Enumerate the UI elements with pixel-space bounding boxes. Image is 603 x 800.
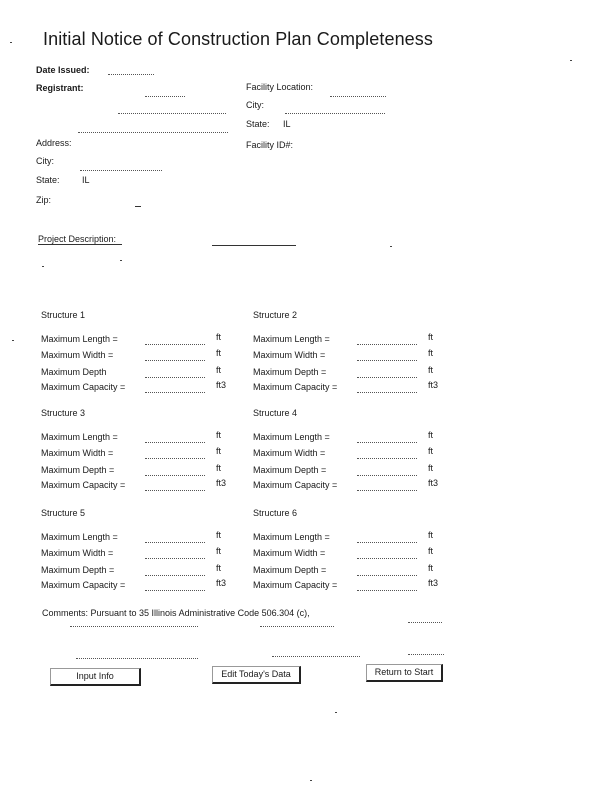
value-field[interactable] — [357, 575, 417, 576]
speck — [10, 42, 12, 43]
label-underline — [38, 244, 122, 245]
field-label: Maximum Capacity = — [41, 480, 126, 490]
field-label: Maximum Depth = — [41, 465, 115, 475]
field-label: Maximum Width = — [253, 548, 326, 558]
unit-label: ft — [428, 546, 434, 556]
value-field[interactable] — [145, 542, 205, 543]
value-field[interactable] — [357, 490, 417, 491]
field-label: Maximum Capacity = — [253, 480, 338, 490]
facility-city-label: City: — [246, 100, 264, 110]
field-label: Maximum Length = — [253, 334, 330, 344]
value-field[interactable] — [145, 490, 205, 491]
value-field[interactable] — [145, 392, 205, 393]
field-label: Maximum Capacity = — [41, 382, 126, 392]
field-label: Maximum Length = — [253, 432, 330, 442]
speck — [120, 260, 122, 261]
zip-field[interactable] — [135, 206, 141, 207]
comments-line[interactable] — [272, 656, 360, 657]
structure-title: Structure 5 — [41, 508, 86, 518]
field-label: Maximum Depth = — [253, 565, 327, 575]
unit-label: ft — [428, 530, 434, 540]
registrant-label: Registrant: — [36, 83, 84, 93]
unit-label: ft — [428, 332, 434, 342]
value-field[interactable] — [357, 475, 417, 476]
value-field[interactable] — [357, 377, 417, 378]
unit-label: ft — [216, 365, 222, 375]
city-label: City: — [36, 156, 54, 166]
value-field[interactable] — [145, 344, 205, 345]
field-label: Maximum Depth = — [41, 565, 115, 575]
state-label: State: — [36, 175, 60, 185]
unit-label: ft — [216, 348, 222, 358]
registrant-field-3[interactable] — [78, 132, 228, 133]
unit-label: ft3 — [216, 578, 227, 588]
structure-title: Structure 1 — [41, 310, 86, 320]
field-label: Maximum Width = — [41, 448, 114, 458]
unit-label: ft — [216, 546, 222, 556]
value-field[interactable] — [357, 442, 417, 443]
field-label: Maximum Depth = — [253, 465, 327, 475]
field-label: Maximum Width = — [253, 350, 326, 360]
field-label: Maximum Width = — [41, 548, 114, 558]
value-field[interactable] — [357, 458, 417, 459]
project-description-label: Project Description: — [38, 234, 117, 244]
unit-label: ft — [216, 463, 222, 473]
unit-label: ft3 — [216, 380, 227, 390]
unit-label: ft — [216, 430, 222, 440]
unit-label: ft3 — [428, 478, 439, 488]
speck — [42, 266, 44, 267]
comments-line[interactable] — [408, 654, 444, 655]
structure-title: Structure 6 — [253, 508, 298, 518]
speck — [335, 712, 337, 713]
field-label: Maximum Depth — [41, 367, 107, 377]
value-field[interactable] — [145, 377, 205, 378]
structure-title: Structure 2 — [253, 310, 298, 320]
value-field[interactable] — [357, 360, 417, 361]
date-issued-field[interactable] — [108, 74, 154, 75]
comments-label: Comments: Pursuant to 35 Illinois Administrative Code 506.304 (c), — [42, 608, 310, 618]
field-label: Maximum Depth = — [253, 367, 327, 377]
comments-line[interactable] — [76, 658, 198, 659]
facility-id-label: Facility ID#: — [246, 140, 294, 150]
facility-state-label: State: — [246, 119, 270, 129]
field-label: Maximum Length = — [41, 432, 118, 442]
unit-label: ft — [428, 430, 434, 440]
value-field[interactable] — [145, 575, 205, 576]
value-field[interactable] — [145, 360, 205, 361]
comments-line[interactable] — [260, 626, 334, 627]
unit-label: ft — [428, 365, 434, 375]
return-to-start-button[interactable]: Return to Start — [366, 664, 443, 682]
registrant-field[interactable] — [145, 96, 185, 97]
unit-label: ft — [216, 332, 222, 342]
date-issued-label: Date Issued: — [36, 65, 90, 75]
unit-label: ft — [216, 563, 222, 573]
unit-label: ft3 — [428, 578, 439, 588]
field-label: Maximum Length = — [253, 532, 330, 542]
field-label: Maximum Width = — [41, 350, 114, 360]
value-field[interactable] — [145, 590, 205, 591]
value-field[interactable] — [357, 344, 417, 345]
value-field[interactable] — [357, 590, 417, 591]
value-field[interactable] — [145, 475, 205, 476]
city-field[interactable] — [80, 170, 162, 171]
unit-label: ft — [428, 563, 434, 573]
unit-label: ft — [428, 463, 434, 473]
registrant-field-2[interactable] — [118, 113, 226, 114]
facility-location-label: Facility Location: — [246, 82, 314, 92]
unit-label: ft3 — [428, 380, 439, 390]
speck — [390, 246, 392, 247]
field-label: Maximum Width = — [253, 448, 326, 458]
unit-label: ft — [216, 530, 222, 540]
edit-data-button[interactable]: Edit Today's Data — [212, 666, 301, 684]
facility-location-field[interactable] — [330, 96, 386, 97]
unit-label: ft — [428, 348, 434, 358]
comments-line[interactable] — [70, 626, 198, 627]
value-field[interactable] — [145, 558, 205, 559]
field-label: Maximum Capacity = — [253, 580, 338, 590]
input-info-button[interactable]: Input Info — [50, 668, 141, 686]
value-field[interactable] — [357, 542, 417, 543]
field-label: Maximum Length = — [41, 334, 118, 344]
facility-city-field[interactable] — [285, 113, 385, 114]
unit-label: ft — [428, 446, 434, 456]
speck — [570, 60, 572, 61]
value-field[interactable] — [145, 442, 205, 443]
address-label: Address: — [36, 138, 72, 148]
field-label: Maximum Capacity = — [41, 580, 126, 590]
speck — [12, 340, 14, 341]
field-label: Maximum Capacity = — [253, 382, 338, 392]
structure-title: Structure 4 — [253, 408, 298, 418]
speck — [310, 780, 312, 781]
unit-label: ft — [216, 446, 222, 456]
value-field[interactable] — [357, 392, 417, 393]
zip-label: Zip: — [36, 195, 52, 205]
unit-label: ft3 — [216, 478, 227, 488]
field-label: Maximum Length = — [41, 532, 118, 542]
state-value: IL — [82, 175, 90, 185]
facility-state-value: IL — [283, 119, 291, 129]
comments-line[interactable] — [408, 622, 442, 623]
page-title: Initial Notice of Construction Plan Completeness — [43, 29, 433, 49]
structure-title: Structure 3 — [41, 408, 86, 418]
description-line[interactable] — [212, 245, 296, 246]
value-field[interactable] — [357, 558, 417, 559]
value-field[interactable] — [145, 458, 205, 459]
